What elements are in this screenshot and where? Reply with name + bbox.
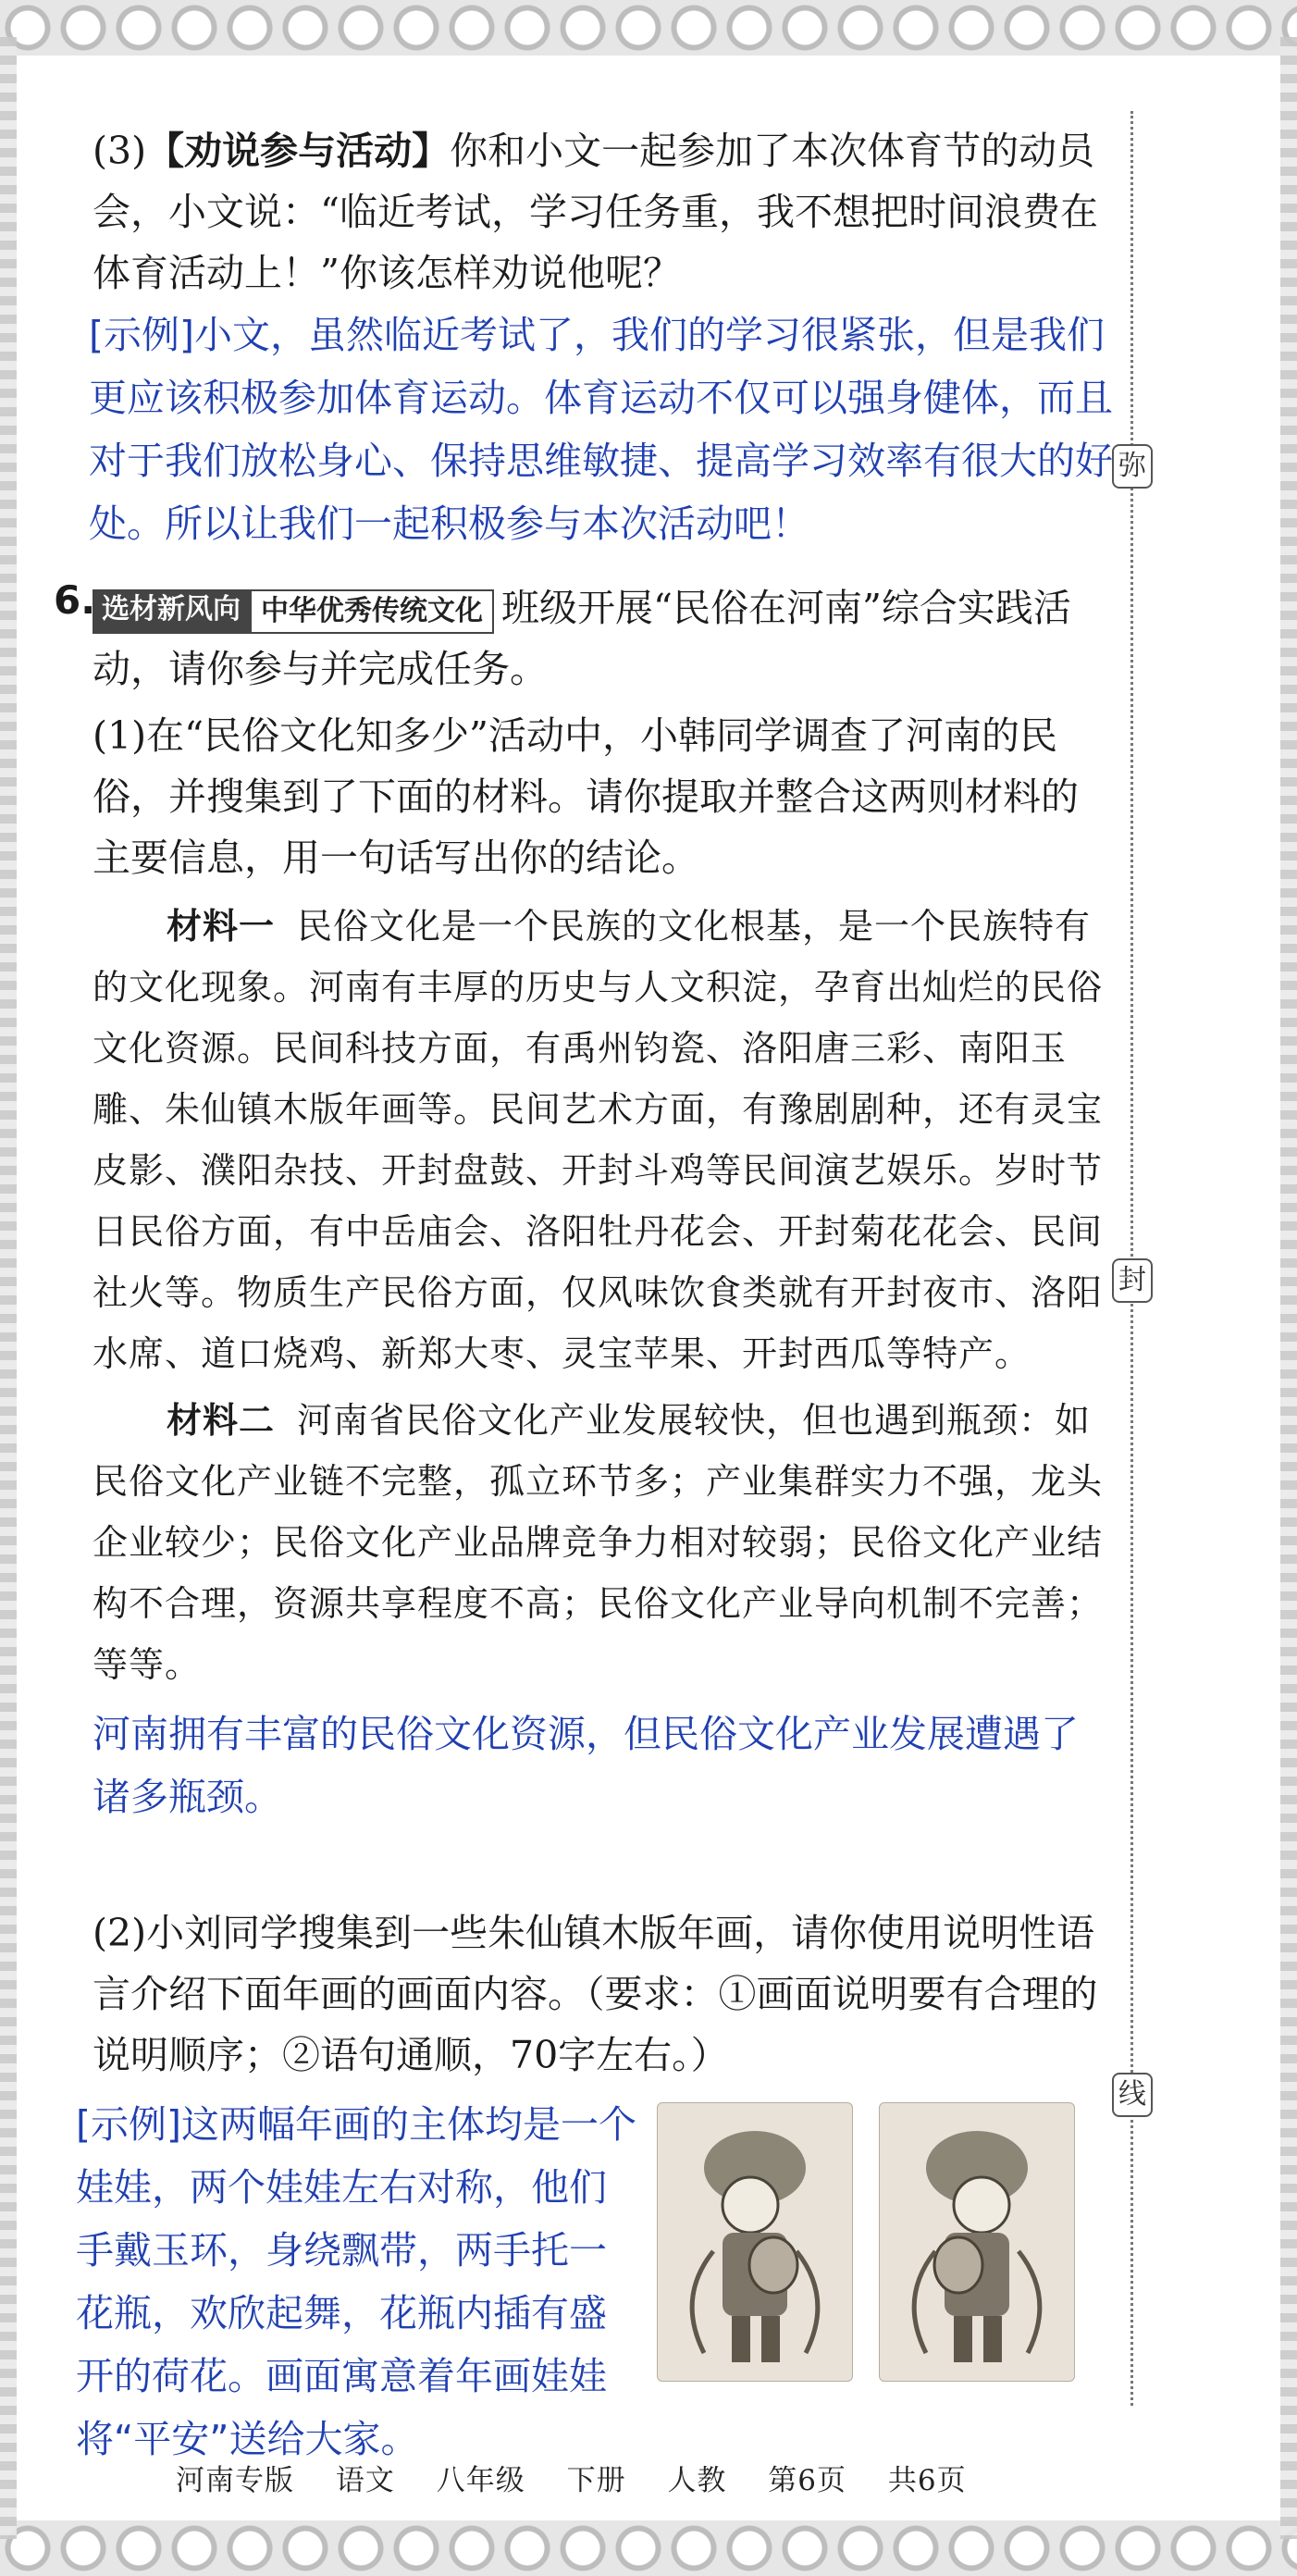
footer-publisher: 人教 <box>667 2464 727 2497</box>
material-2-label: 材料二 <box>167 1400 276 1441</box>
doll-figure-right-icon <box>880 2103 1074 2381</box>
material-2 <box>93 1390 1115 1695</box>
doll-figure-left-icon <box>658 2103 852 2381</box>
q6-answer-1: 河南拥有丰富的民俗文化资源，但民俗文化产业发展遭遇了诸多瓶颈。 <box>93 1712 1079 1819</box>
tag-traditional-culture: 中华优秀传统文化 <box>250 589 494 634</box>
left-border <box>0 37 17 2539</box>
material-1-label: 材料一 <box>167 906 276 947</box>
new-year-picture-left <box>657 2102 853 2382</box>
right-border <box>1280 37 1297 2539</box>
material-2-text: 河南省民俗文化产业发展较快，但也遇到瓶颈：如民俗文化产业链不完整，孤立环节多；产业集群实力不强，龙头企业较少；民俗文化产业品牌竞争力相对较弱；民俗文化产业结构不合理，资源共享程度不高；民俗文化产业导向机制不完善；等等。 <box>93 1400 1104 1685</box>
margin-mark-xian: 线 <box>1112 2073 1153 2117</box>
q6-intro: 班级开展“民俗在河南”综合实践活动，请你参与并完成任务。 <box>93 586 1071 691</box>
bottom-wavy-border <box>0 2520 1297 2576</box>
q5-3-answer: [示例]小文，虽然临近考试了，我们的学习很紧张，但是我们更应该积极参加体育运动。体育运动不仅可以强身健体，而且对于我们放松身心、保持思维敏捷、提高学习效率有很大的好处。所以让我们一起积极参与本次活动吧！ <box>89 313 1113 546</box>
q6-sub2: (2)小刘同学搜集到一些朱仙镇木版年画，请你使用说明性语言介绍下面年画的画面内容。（要求：①画面说明要有合理的说明顺序；②语句通顺，70字左右。） <box>93 1911 1098 2077</box>
q6-sub1: (1)在“民俗文化知多少”活动中，小韩同学调查了河南的民俗，并搜集到了下面的材料。请你提取并整合这两则材料的主要信息，用一句话写出你的结论。 <box>93 713 1079 880</box>
footer-total: 共6页 <box>887 2464 967 2497</box>
material-1-text: 民俗文化是一个民族的文化根基，是一个民族特有的文化现象。河南有丰厚的历史与人文积淀，孕育出灿烂的民俗文化资源。民间科技方面，有禹州钧瓷、洛阳唐三彩、南阳玉雕、朱仙镇木版年画等。民间艺术方面，有豫剧剧种，还有灵宝皮影、濮阳杂技、开封盘鼓、开封斗鸡等民间演艺娱乐。岁时节日民俗方面，有中岳庙会、洛阳牡丹花会、开封菊花花会、民间社火等。物质生产民俗方面，仅风味饮食类就有开封夜市、洛阳水席、道口烧鸡、新郑大枣、灵宝苹果、开封西瓜等特产。 <box>93 906 1104 1374</box>
footer-volume: 下册 <box>566 2464 626 2497</box>
page-footer <box>176 2457 998 2498</box>
new-year-picture-right <box>879 2102 1075 2382</box>
q6-intro-line <box>93 577 1115 700</box>
top-wavy-border <box>0 0 1297 56</box>
margin-mark-mi: 弥 <box>1112 444 1153 489</box>
question-5-3 <box>93 120 1115 303</box>
margin-mark-feng: 封 <box>1112 1258 1153 1303</box>
footer-edition: 河南专版 <box>176 2464 294 2497</box>
q5-3-text: 你和小文一起参加了本次体育节的动员会，小文说：“临近考试，学习任务重，我不想把时间浪费在体育活动上！”你该怎样劝说他呢？ <box>93 129 1098 295</box>
q6-tags <box>93 589 494 634</box>
footer-subject: 语文 <box>335 2464 395 2497</box>
q6-number: 6. <box>54 577 96 623</box>
tag-new-trend: 选材新风向 <box>93 589 250 634</box>
q5-3-number: (3) <box>93 129 147 173</box>
material-1 <box>93 896 1115 1384</box>
footer-grade: 八年级 <box>436 2464 525 2497</box>
q6-answer-2: [示例]这两幅年画的主体均是一个娃娃，两个娃娃左右对称，他们手戴玉环，身绕飘带，两手托一花瓶，欢欣起舞，花瓶内插有盛开的荷花。画面寓意着年画娃娃将“平安”送给大家。 <box>76 2102 636 2461</box>
q5-3-label: 【劝说参与活动】 <box>146 129 451 173</box>
footer-page: 第6页 <box>768 2464 847 2497</box>
